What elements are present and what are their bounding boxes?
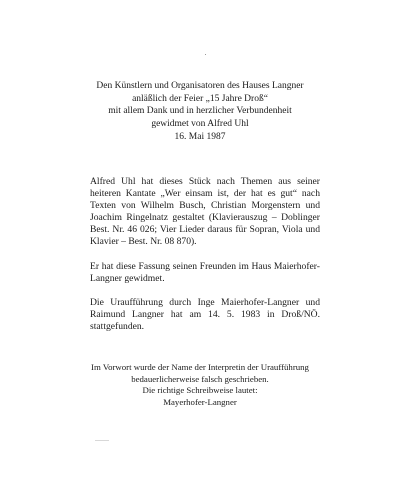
note-line: bedauerlicherweise falsch geschrieben. [131, 373, 269, 384]
correction-note [60, 362, 340, 408]
scan-mark [95, 440, 109, 441]
dedication-line: gewidmet von Alfred Uhl [151, 118, 249, 129]
dedication-line: Den Künstlern und Organisatoren des Hauses Langner [96, 81, 304, 91]
scan-speck [205, 54, 206, 55]
note-line: Mayerhofer-Langner [163, 396, 237, 407]
dedication-date: 16. Mai 1987 [174, 132, 226, 142]
dedication-line: mit allem Dank und in herzlicher Verbundenheit [108, 106, 292, 116]
note-line: Die richtige Schreibweise lautet: [142, 385, 258, 395]
body-paragraph: Er hat diese Fassung seinen Freunden im Haus Maierhofer-Langner gewidmet. [90, 260, 320, 284]
body-paragraph: Die Uraufführung durch Inge Maierhofer-Langner und Raimund Langner hat am 14. 5. 1983 in Droß/NÖ. stattgefunden. [90, 296, 320, 332]
body-text [90, 176, 320, 345]
dedication-line: anläßlich der Feier „15 Jahre Droß“ [132, 93, 268, 104]
note-line: Im Vorwort wurde der Name der Interpretin der Uraufführung [91, 362, 309, 372]
dedication-block [60, 80, 340, 130]
body-paragraph: Alfred Uhl hat dieses Stück nach Themen aus seiner heiteren Kantate „Wer einsam ist, der hat es gut“ nach Texten von Wilhelm Busch, Christian Morgenstern und Joachim Ringelnatz gestaltet (Klavierauszug – Doblinger Best. Nr. 46 026; Vier Lieder daraus für Sopran, Viola und Klavier – Best. Nr. 08 870). [90, 176, 320, 248]
